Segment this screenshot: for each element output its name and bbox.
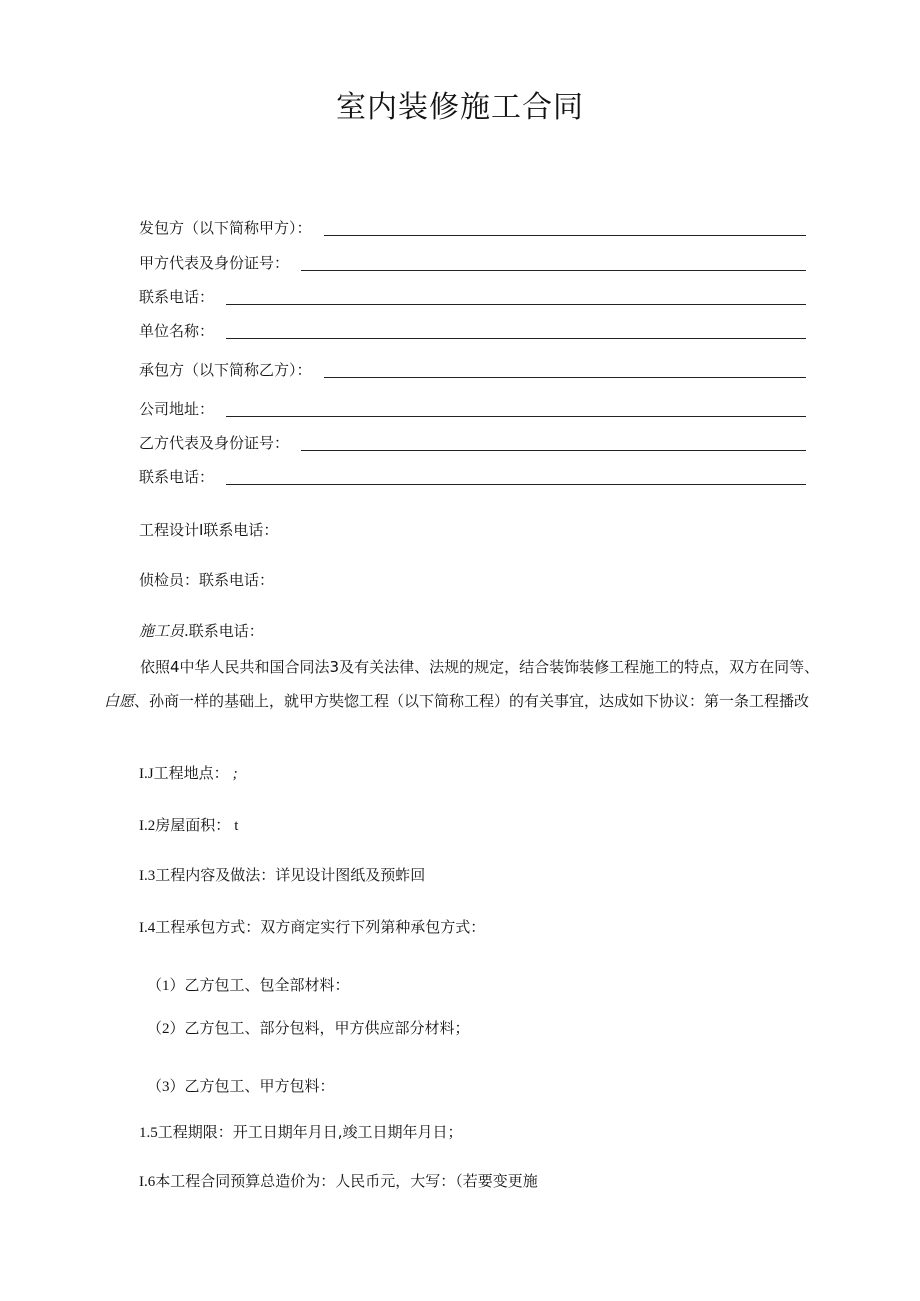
party-a-rep-id-blank[interactable]	[301, 269, 806, 271]
party-a-label: 发包方（以下简称甲方）：	[139, 219, 312, 237]
party-a-phone-field[interactable]	[139, 287, 806, 307]
clause-1-4-number: I.4	[139, 920, 156, 936]
intro-italic: 白愿	[104, 692, 135, 710]
clause-1-3-number: I.3	[139, 868, 156, 884]
clause-1-4	[139, 916, 485, 937]
party-a-field[interactable]	[139, 218, 806, 238]
clause-1-2-number: I.2	[139, 818, 156, 834]
option-1	[147, 974, 350, 995]
clause-1-1-number: I.J	[139, 766, 154, 782]
party-b-rep-id-label: 乙方代表及身份证号：	[139, 434, 290, 452]
clause-1-2	[139, 814, 238, 835]
clause-1-2-mark: t	[234, 818, 239, 834]
party-a-phone-label: 联系电话：	[139, 288, 215, 306]
party-a-phone-blank[interactable]	[226, 303, 806, 305]
option-2-number: （2）	[147, 1021, 185, 1037]
party-b-label: 承包方（以下简称乙方）：	[139, 361, 312, 379]
clause-1-6-number: I.6	[139, 1174, 156, 1190]
clause-1-1	[139, 762, 238, 783]
clause-1-4-text: 工程承包方式：双方商定实行下列第种承包方式：	[155, 918, 486, 936]
company-address-label: 公司地址：	[139, 400, 215, 418]
document-title: 室内装修施工合同	[336, 90, 584, 125]
option-1-text: 乙方包工、包全部材料：	[184, 976, 350, 994]
party-b-phone-field[interactable]	[139, 467, 806, 487]
option-3-number: （3）	[147, 1079, 185, 1095]
option-2	[147, 1017, 470, 1038]
intro-text-1: 依照4中华人民共和国合同法3及有关法律、法规的规定，结合装饰装修工程施工的特点，双方在同等、	[140, 658, 820, 676]
party-b-phone-label: 联系电话：	[139, 468, 215, 486]
party-a-rep-id-label: 甲方代表及身份证号：	[139, 254, 290, 272]
inspector-contact: 侦检员：联系电话：	[139, 571, 275, 589]
clause-1-2-text: 房屋面积：	[155, 816, 231, 834]
party-b-blank[interactable]	[324, 376, 806, 378]
party-a-rep-id-field[interactable]	[139, 253, 806, 273]
clause-1-5	[139, 1121, 463, 1142]
clause-1-5-text: 工程期限：开工日期年月日,竣工日期年月日；	[157, 1123, 463, 1141]
party-b-rep-id-blank[interactable]	[301, 449, 806, 451]
clause-1-1-mark: ;	[232, 766, 238, 782]
intro-text-2: 、孙商一样的基础上，就甲方奘惚工程（以下简称工程）的有关事宜，达成如下协议：第一条工程播改	[134, 692, 810, 710]
clause-1-5-number: 1.5	[139, 1125, 158, 1141]
clause-1-3	[139, 864, 425, 885]
constructor-phone-label: .联系电话：	[184, 622, 264, 640]
constructor-label: 施工员	[139, 622, 185, 640]
clause-1-1-text: 工程地点：	[153, 764, 229, 782]
party-b-field[interactable]	[139, 360, 806, 380]
constructor-contact	[139, 620, 264, 641]
intro-paragraph	[104, 650, 834, 718]
clause-1-6-text: 本工程合同预算总造价为：人民币元，大写：（若要变更施	[155, 1172, 538, 1190]
party-b-phone-blank[interactable]	[226, 483, 806, 485]
unit-name-label: 单位名称：	[139, 322, 215, 340]
company-address-blank[interactable]	[226, 415, 806, 417]
unit-name-field[interactable]	[139, 321, 806, 341]
option-3	[147, 1075, 335, 1096]
party-a-blank[interactable]	[324, 234, 806, 236]
clause-1-3-text: 工程内容及做法：详见设计图纸及预蚱回	[155, 866, 426, 884]
option-1-number: （1）	[147, 978, 185, 994]
company-address-field[interactable]	[139, 399, 806, 419]
option-3-text: 乙方包工、甲方包料：	[184, 1077, 335, 1095]
party-b-rep-id-field[interactable]	[139, 433, 806, 453]
unit-name-blank[interactable]	[226, 337, 806, 339]
designer-contact: 工程设计I联系电话：	[139, 521, 279, 539]
clause-1-6	[139, 1170, 538, 1191]
option-2-text: 乙方包工、部分包料，甲方供应部分材料；	[184, 1019, 470, 1037]
